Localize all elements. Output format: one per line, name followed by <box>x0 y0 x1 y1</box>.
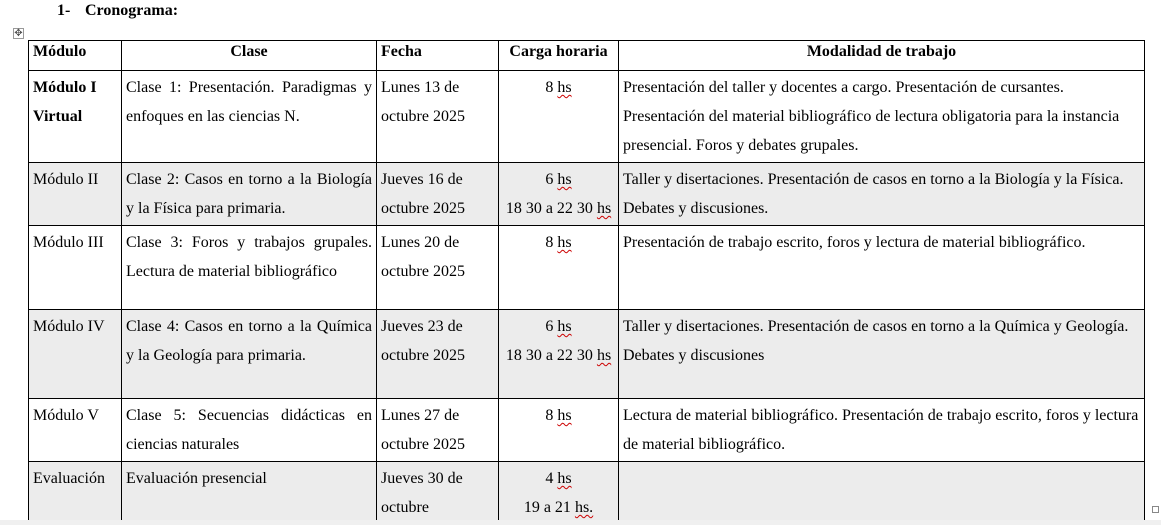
table-header-row <box>29 41 1145 71</box>
header-fecha: Fecha <box>377 41 499 71</box>
table-row <box>29 310 1145 399</box>
cell-clase[interactable]: Clase 3: Foros y trabajos grupales. Lectura de material bibliográfico <box>122 226 377 310</box>
carga-hours: 8 hs <box>545 79 572 96</box>
cell-clase[interactable]: Clase 4: Casos en torno a la Química y la Geología para primaria. <box>122 310 377 399</box>
cell-clase[interactable]: Clase 2: Casos en torno a la Biología y la Física para primaria. <box>122 163 377 226</box>
carga-hours: 4 hs <box>545 470 572 487</box>
cell-clase[interactable]: Clase 1: Presentación. Paradigmas y enfoques en las ciencias N. <box>122 71 377 163</box>
cell-carga[interactable] <box>499 226 619 310</box>
cronograma-table <box>28 40 1145 525</box>
cell-modalidad[interactable] <box>619 462 1145 525</box>
table-row <box>29 399 1145 462</box>
header-modalidad: Modalidad de trabajo <box>619 41 1145 71</box>
carga-hours: 8 hs <box>545 407 572 424</box>
cell-carga[interactable] <box>499 163 619 226</box>
cell-fecha[interactable]: Jueves 30 de octubre <box>377 462 499 525</box>
cell-clase[interactable]: Evaluación presencial <box>122 462 377 525</box>
cell-modalidad[interactable]: Taller y disertaciones. Presentación de casos en torno a la Química y Geología. Debates y discusiones <box>619 310 1145 399</box>
cell-fecha[interactable]: Lunes 13 de octubre 2025 <box>377 71 499 163</box>
modulo-label: Módulo I <box>33 79 97 96</box>
cell-modulo[interactable] <box>29 71 122 163</box>
carga-schedule: 18 30 a 22 30 hs <box>505 200 612 217</box>
cell-modulo[interactable]: Módulo IV <box>29 310 122 399</box>
cell-modalidad[interactable]: Taller y disertaciones. Presentación de casos en torno a la Biología y la Física. Debates y discusiones. <box>619 163 1145 226</box>
cell-carga[interactable] <box>499 71 619 163</box>
header-clase: Clase <box>122 41 377 71</box>
cell-modulo[interactable]: Módulo III <box>29 226 122 310</box>
carga-schedule: 19 a 21 hs. <box>523 499 594 516</box>
table-row <box>29 163 1145 226</box>
cell-carga[interactable] <box>499 399 619 462</box>
header-carga: Carga horaria <box>499 41 619 71</box>
cell-modulo[interactable]: Módulo V <box>29 399 122 462</box>
cell-carga[interactable] <box>499 462 619 525</box>
section-title: Cronograma: <box>85 2 179 19</box>
carga-hours: 8 hs <box>545 234 572 251</box>
page-bottom-edge <box>0 520 1161 525</box>
cell-fecha[interactable]: Lunes 27 de octubre 2025 <box>377 399 499 462</box>
cell-modalidad[interactable]: Lectura de material bibliográfico. Presentación de trabajo escrito, foros y lectura de material bibliográfico. <box>619 399 1145 462</box>
carga-hours: 6 hs <box>545 171 572 188</box>
cell-fecha[interactable]: Lunes 20 de octubre 2025 <box>377 226 499 310</box>
table-move-handle-icon[interactable]: ✥ <box>14 28 23 39</box>
section-number: 1- <box>57 2 71 19</box>
carga-hours: 6 hs <box>545 318 572 335</box>
cell-carga[interactable] <box>499 310 619 399</box>
modulo-sublabel: Virtual <box>33 108 83 125</box>
table-row <box>29 71 1145 163</box>
table-resize-handle-icon[interactable] <box>1152 506 1159 513</box>
table-row <box>29 462 1145 525</box>
header-modulo: Módulo <box>29 41 122 71</box>
section-heading <box>57 2 178 20</box>
cell-modulo[interactable]: Módulo II <box>29 163 122 226</box>
table-row <box>29 226 1145 310</box>
cell-modalidad[interactable]: Presentación de trabajo escrito, foros y lectura de material bibliográfico. <box>619 226 1145 310</box>
cell-modulo[interactable]: Evaluación <box>29 462 122 525</box>
cell-clase[interactable]: Clase 5: Secuencias didácticas en ciencias naturales <box>122 399 377 462</box>
cell-fecha[interactable]: Jueves 23 de octubre 2025 <box>377 310 499 399</box>
cell-modalidad[interactable]: Presentación del taller y docentes a cargo. Presentación de cursantes. Presentación del material bibliográfico de lectura obligatoria para la instancia presencial. Foros y debates grupales. <box>619 71 1145 163</box>
cell-fecha[interactable]: Jueves 16 de octubre 2025 <box>377 163 499 226</box>
carga-schedule: 18 30 a 22 30 hs <box>505 347 612 364</box>
